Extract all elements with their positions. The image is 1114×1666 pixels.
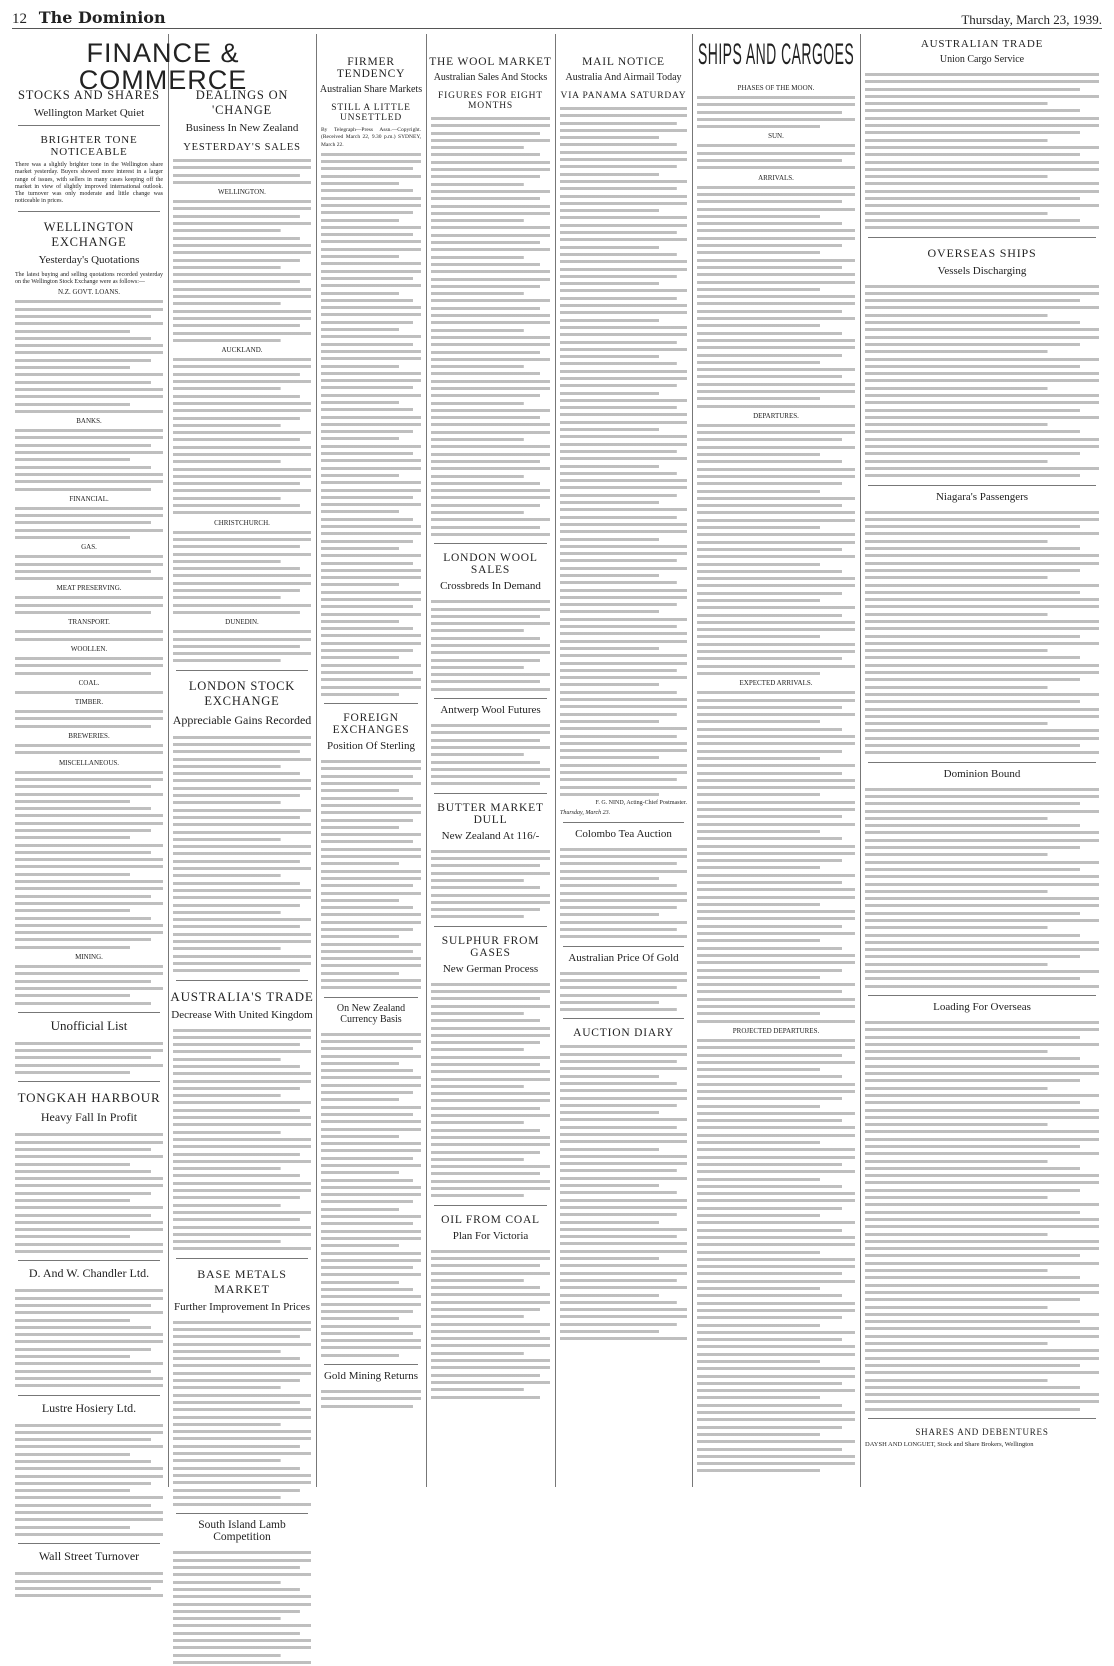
masthead bbox=[12, 6, 1102, 29]
gold-mining-heading: Gold Mining Returns bbox=[323, 1370, 419, 1383]
unsettled-heading: STILL A LITTLE UNSETTLED bbox=[331, 103, 411, 123]
market-quiet-subhead: Wellington Market Quiet bbox=[33, 107, 145, 119]
moon-phases-label: PHASES OF THE MOON. bbox=[737, 84, 815, 92]
article-text: There was a slightly brighter tone in the Wellington share market yesterday. Buyers showed more interest in a larger range of issues, with sellers in many cases keeping off the market in view of slightly improved international outlook. The turnover was only moderate and little change was noticeable in prices. bbox=[15, 162, 163, 205]
wool-market-heading: THE WOOL MARKET bbox=[429, 56, 552, 68]
article-body bbox=[173, 734, 311, 975]
column-5 bbox=[557, 34, 690, 1487]
australian-share-subhead: Australian Share Markets bbox=[319, 84, 423, 95]
article-body bbox=[865, 283, 1099, 480]
column-rule bbox=[860, 34, 861, 1487]
dunedin-label: DUNEDIN. bbox=[225, 618, 259, 627]
column-rule bbox=[316, 34, 317, 1487]
breweries-label: BREWERIES. bbox=[68, 732, 110, 741]
departures-list bbox=[697, 422, 855, 677]
german-process-subhead: New German Process bbox=[442, 962, 539, 975]
crossbreds-subhead: Crossbreds In Demand bbox=[440, 580, 541, 593]
currency-table bbox=[321, 1031, 421, 1359]
article-body bbox=[431, 598, 550, 693]
gains-subhead: Appreciable Gains Recorded bbox=[172, 712, 312, 727]
prices-subhead: Further Improvement In Prices bbox=[174, 1300, 310, 1313]
base-metals-heading: BASE METALS MARKET bbox=[197, 1266, 287, 1296]
page-number: 12 bbox=[12, 11, 27, 27]
column-7 bbox=[862, 34, 1102, 1487]
australias-trade-heading: AUSTRALIA'S TRADE bbox=[170, 988, 314, 1004]
wellington-exchange-heading: WELLINGTON EXCHANGE bbox=[43, 219, 135, 249]
london-stock-heading: LONDON STOCK EXCHANGE bbox=[188, 678, 296, 708]
quotation-table bbox=[15, 963, 163, 1007]
meat-label: MEAT PRESERVING. bbox=[56, 584, 122, 593]
sales-list bbox=[173, 356, 311, 517]
transport-label: TRANSPORT. bbox=[68, 618, 110, 627]
metals-table bbox=[173, 1319, 311, 1509]
quotation-table bbox=[15, 594, 163, 616]
tongkah-subhead: Heavy Fall In Profit bbox=[40, 1110, 138, 1125]
tide-table bbox=[697, 142, 855, 171]
antwerp-heading: Antwerp Wool Futures bbox=[440, 704, 541, 717]
oil-from-coal-heading: OIL FROM COAL bbox=[441, 1213, 540, 1226]
article-body bbox=[15, 1131, 163, 1255]
column-4 bbox=[428, 34, 553, 1487]
colombo-tea-heading: Colombo Tea Auction bbox=[575, 827, 672, 840]
sterling-subhead: Position Of Sterling bbox=[326, 740, 415, 753]
butter-market-heading: BUTTER MARKET DULL bbox=[437, 801, 544, 826]
financial-label: FINANCIAL. bbox=[69, 494, 109, 503]
wall-street-heading: Wall Street Turnover bbox=[38, 1549, 140, 1564]
firmer-tendency-heading: FIRMER TENDENCY bbox=[336, 56, 406, 80]
postmaster-signature: F. G. NIND, Acting-Chief Postmaster. bbox=[595, 800, 687, 807]
article-body bbox=[560, 846, 687, 941]
article-body bbox=[321, 1388, 421, 1410]
banks-label: BANKS. bbox=[76, 417, 102, 426]
quotations-subhead: Yesterday's Quotations bbox=[38, 253, 140, 266]
mail-notice-body bbox=[560, 105, 687, 798]
loading-overseas-heading: Loading For Overseas bbox=[933, 1000, 1031, 1013]
vessels-discharging-subhead: Vessels Discharging bbox=[937, 264, 1027, 277]
timber-label: TIMBER. bbox=[74, 698, 104, 707]
quotation-table bbox=[15, 505, 163, 541]
gas-label: GAS. bbox=[81, 543, 97, 552]
article-body bbox=[865, 1019, 1099, 1413]
ships-cargoes-heading: SHIPS AND CARGOES bbox=[698, 38, 855, 71]
eight-months-heading: FIGURES FOR EIGHT MONTHS bbox=[438, 91, 543, 111]
article-body bbox=[431, 722, 550, 788]
london-wool-heading: LONDON WOOL SALES bbox=[443, 552, 538, 577]
article-text: The latest buying and selling quotations recorded yesterday on the Wellington Stock Exchange were as follows:— bbox=[15, 271, 163, 286]
column-1 bbox=[12, 80, 166, 1564]
shares-debentures-heading: SHARES AND DEBENTURES bbox=[915, 1426, 1049, 1437]
article-body bbox=[15, 1287, 163, 1389]
christchurch-label: CHRISTCHURCH. bbox=[214, 518, 270, 527]
decrease-uk-subhead: Decrease With United Kingdom bbox=[171, 1008, 313, 1021]
brighter-tone-heading: BRIGHTER TONE NOTICEABLE bbox=[40, 134, 138, 158]
union-cargo-subhead: Union Cargo Service bbox=[939, 54, 1025, 65]
article-body bbox=[173, 1549, 311, 1666]
dateline: Thursday, March 23. bbox=[560, 809, 611, 816]
airmail-subhead: Australia And Airmail Today bbox=[565, 72, 682, 83]
quotation-table bbox=[15, 689, 163, 696]
column-rule bbox=[168, 34, 169, 1487]
article-body bbox=[15, 1422, 163, 1539]
lamb-competition-heading: South Island Lamb Competition bbox=[198, 1519, 286, 1544]
quotation-table bbox=[15, 742, 163, 757]
quotation-table bbox=[15, 427, 163, 493]
nz-currency-heading: On New Zealand Currency Basis bbox=[336, 1002, 406, 1025]
chandler-heading: D. And W. Chandler Ltd. bbox=[28, 1266, 150, 1281]
column-rule bbox=[555, 34, 556, 1487]
issue-date: Thursday, March 23, 1939. bbox=[961, 12, 1102, 27]
expected-arrivals-label: EXPECTED ARRIVALS. bbox=[739, 679, 813, 688]
article-body bbox=[173, 1027, 311, 1253]
column-rule bbox=[692, 34, 693, 1487]
woollen-label: WOOLLEN. bbox=[70, 644, 108, 653]
dateline: By Telegraph—Press Assn.—Copyright. (Received March 22, 9.30 p.m.) SYDNEY, March 22. bbox=[321, 127, 421, 148]
govt-loans-label: N.Z. GOVT. LOANS. bbox=[57, 288, 121, 297]
overseas-ships-heading: OVERSEAS SHIPS bbox=[927, 245, 1037, 260]
stocks-shares-heading: STOCKS AND SHARES bbox=[18, 88, 160, 102]
masthead-left bbox=[12, 8, 166, 28]
quotation-table bbox=[15, 1040, 163, 1076]
quotation-table bbox=[15, 769, 163, 951]
sales-stocks-subhead: Australian Sales And Stocks bbox=[433, 72, 548, 83]
unofficial-list-heading: Unofficial List bbox=[50, 1017, 128, 1033]
share-list bbox=[321, 151, 421, 698]
article-body bbox=[865, 786, 1099, 990]
auction-diary-heading: AUCTION DIARY bbox=[573, 1027, 674, 1040]
quotation-table bbox=[15, 708, 163, 730]
paper-name: The Dominion bbox=[38, 8, 166, 27]
yesterdays-sales-heading: YESTERDAY'S SALES bbox=[183, 142, 301, 153]
sun-label: SUN. bbox=[768, 132, 784, 141]
article-body bbox=[865, 71, 1099, 232]
sales-list bbox=[173, 529, 311, 617]
quotation-table bbox=[15, 298, 163, 415]
article-body bbox=[15, 1570, 163, 1599]
article-body bbox=[431, 981, 550, 1200]
column-2 bbox=[170, 80, 314, 1544]
column-rule bbox=[426, 34, 427, 1487]
expected-list bbox=[697, 689, 855, 1025]
panama-heading: VIA PANAMA SATURDAY bbox=[560, 91, 687, 101]
victoria-subhead: Plan For Victoria bbox=[452, 1229, 529, 1242]
broker-advertisement: DAYSH AND LONGUET, Stock and Share Brokers, Wellington bbox=[865, 1440, 1034, 1448]
article-body bbox=[560, 970, 687, 1014]
business-nz-subhead: Business In New Zealand bbox=[185, 122, 299, 134]
article-body bbox=[431, 115, 550, 538]
mail-notice-heading: MAIL NOTICE bbox=[582, 56, 665, 68]
misc-label: MISCELLANEOUS. bbox=[58, 758, 120, 767]
moon-table bbox=[697, 94, 855, 130]
dominion-bound-heading: Dominion Bound bbox=[943, 767, 1021, 780]
niagara-heading: Niagara's Passengers bbox=[935, 490, 1029, 503]
exchange-table bbox=[321, 758, 421, 992]
dealings-heading: DEALINGS ON 'CHANGE bbox=[195, 88, 289, 117]
auckland-label: AUCKLAND. bbox=[221, 346, 263, 355]
foreign-exchanges-heading: FOREIGN EXCHANGES bbox=[332, 712, 410, 737]
passenger-list bbox=[865, 509, 1099, 757]
sulphur-heading: SULPHUR FROM GASES bbox=[441, 934, 540, 959]
article-body bbox=[173, 157, 311, 186]
coal-label: COAL. bbox=[78, 678, 100, 687]
quotation-table bbox=[15, 655, 163, 677]
projected-list bbox=[697, 1037, 855, 1475]
australian-trade-heading: AUSTRALIAN TRADE bbox=[920, 38, 1044, 50]
arrivals-label: ARRIVALS. bbox=[758, 173, 794, 182]
lustre-heading: Lustre Hosiery Ltd. bbox=[41, 1400, 137, 1415]
sales-list bbox=[173, 198, 311, 344]
arrivals-list bbox=[697, 184, 855, 410]
sales-list bbox=[173, 628, 311, 664]
gold-price-heading: Australian Price Of Gold bbox=[568, 951, 679, 964]
quotation-table bbox=[15, 628, 163, 643]
wellington-label: WELLINGTON. bbox=[218, 188, 266, 197]
projected-departures-label: PROJECTED DEPARTURES. bbox=[732, 1026, 820, 1035]
article-body bbox=[431, 848, 550, 921]
nz-116-subhead: New Zealand At 116/- bbox=[441, 829, 540, 842]
mining-label: MINING. bbox=[75, 953, 103, 962]
departures-label: DEPARTURES. bbox=[753, 411, 799, 420]
column-3 bbox=[318, 34, 424, 1487]
column-6 bbox=[694, 82, 858, 1487]
finance-commerce-heading: FINANCE & COMMERCE bbox=[78, 38, 248, 95]
article-body bbox=[431, 1248, 550, 1401]
tongkah-heading: TONGKAH HARBOUR bbox=[17, 1090, 161, 1106]
auction-diary-body bbox=[560, 1043, 687, 1342]
quotation-table bbox=[15, 553, 163, 582]
